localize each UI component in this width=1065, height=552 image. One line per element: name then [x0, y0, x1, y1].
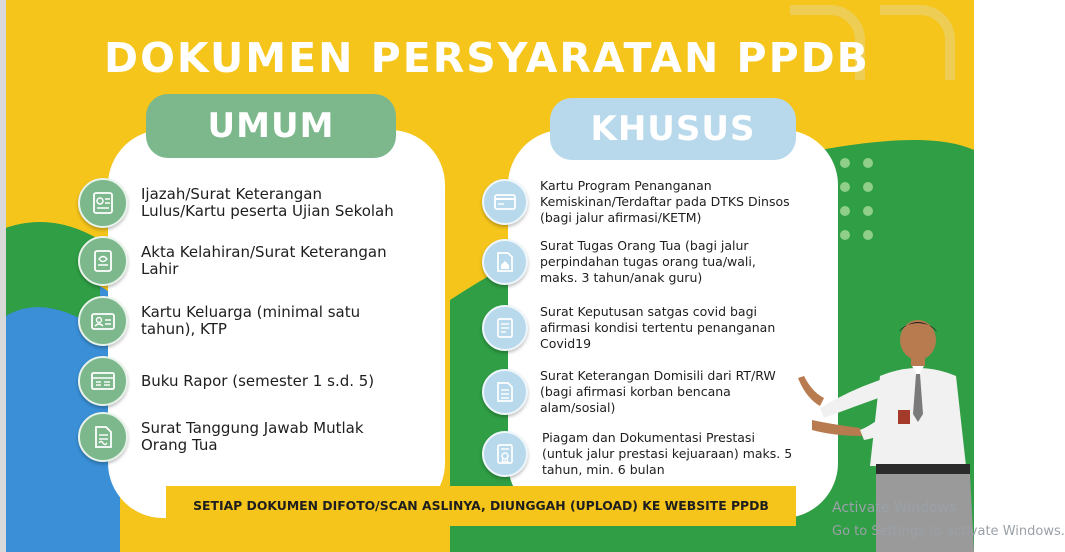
umum-item-text: Buku Rapor (semester 1 s.d. 5)	[141, 371, 375, 390]
khusus-item-piagam	[482, 430, 792, 478]
birth-certificate-icon	[78, 236, 128, 286]
umum-item-text: Ijazah/Surat Keterangan Lulus/Kartu peserta Ujian Sekolah	[141, 185, 394, 220]
id-card-icon	[78, 296, 128, 346]
program-card-icon	[482, 179, 528, 225]
certificate-icon	[78, 178, 128, 228]
umum-item-rapor	[78, 356, 374, 406]
khusus-item-text: Surat Keputusan satgas covid bagi afirmasi kondisi tertentu penanganan Covid19	[540, 304, 776, 351]
umum-item-surat-tanggung-jawab	[78, 412, 364, 462]
khusus-heading: KHUSUS	[550, 98, 796, 160]
khusus-item-text: Piagam dan Dokumentasi Prestasi (untuk jalur prestasi kejuaraan) maks. 5 tahun, min. 6 bulan	[542, 430, 793, 477]
report-book-icon	[78, 356, 128, 406]
khusus-item-surat-tugas	[482, 238, 756, 286]
decree-document-icon	[482, 305, 528, 351]
umum-item-text: Kartu Keluarga (minimal satu tahun), KTP	[141, 303, 361, 338]
signed-document-icon	[78, 412, 128, 462]
award-certificate-icon	[482, 431, 528, 477]
khusus-item-surat-keputusan	[482, 304, 775, 352]
khusus-item-text: Surat Keterangan Domisili dari RT/RW (bagi afirmasi korban bencana alam/sosial)	[540, 368, 776, 415]
umum-heading: UMUM	[146, 94, 396, 158]
house-document-icon	[482, 239, 528, 285]
umum-item-text: Akta Kelahiran/Surat Keterangan Lahir	[141, 243, 387, 278]
umum-item-akta	[78, 236, 387, 286]
khusus-item-text: Surat Tugas Orang Tua (bagi jalur perpindahan tugas orang tua/wali, maks. 3 tahun/anak guru)	[540, 238, 756, 285]
frame-edge	[0, 0, 6, 552]
umum-item-text: Surat Tanggung Jawab Mutlak Orang Tua	[141, 419, 364, 454]
activate-windows-watermark: Activate Windows Go to Settings to activate Windows.	[832, 500, 1065, 539]
umum-item-kk	[78, 296, 360, 346]
domicile-document-icon	[482, 369, 528, 415]
khusus-item-domisili	[482, 368, 776, 416]
khusus-item-text: Kartu Program Penanganan Kemiskinan/Terdaftar pada DTKS Dinsos (bagi jalur afirmasi/KETM)	[540, 178, 790, 225]
khusus-item-kartu-program	[482, 178, 790, 226]
umum-item-ijazah	[78, 178, 394, 228]
instruction-banner: SETIAP DOKUMEN DIFOTO/SCAN ASLINYA, DIUNGGAH (UPLOAD) KE WEBSITE PPDB	[166, 486, 796, 526]
page-title: DOKUMEN PERSYARATAN PPDB	[104, 34, 870, 82]
